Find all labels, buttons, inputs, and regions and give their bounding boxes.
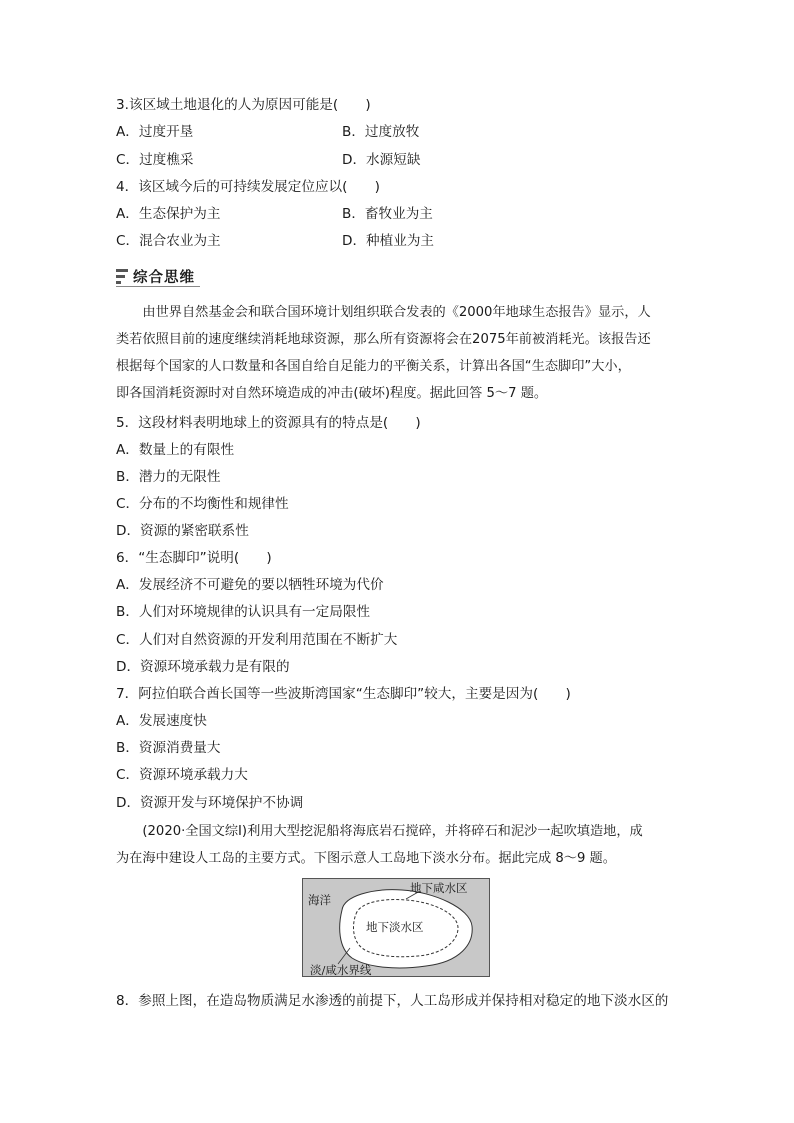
q7-option-b: B．资源消费量大 [116,740,221,756]
q4-option-b: B．畜牧业为主 [342,206,433,222]
label-ocean: 海洋 [308,893,331,907]
material-paragraph-2 [116,818,682,872]
q6-stem: 6．“生态脚印”说明( ) [116,550,272,566]
material-paragraph-1 [116,299,676,407]
material2-line-2: 为在海中建设人工岛的主要方式。下图示意人工岛地下淡水分布。据此完成 8～9 题。 [116,851,616,866]
label-boundary: 淡/咸水界线 [310,963,372,977]
q4-option-c: C．混合农业为主 [116,233,221,249]
q6-option-b: B．人们对环境规律的认识具有一定局限性 [116,604,371,620]
material1-line-3: 根据每个国家的人口数量和各国自给自足能力的平衡关系，计算出各国“生态脚印”大小， [116,359,631,374]
section-marker-icon [116,267,128,285]
q5-option-b: B．潜力的无限性 [116,469,221,485]
q3-option-b: B．过度放牧 [342,124,420,140]
q6-option-c: C．人们对自然资源的开发利用范围在不断扩大 [116,632,398,648]
section-title: 综合思维 [133,269,195,286]
material1-line-4: 即各国消耗资源时对自然环境造成的冲击(破坏)程度。据此回答 5～7 题。 [116,386,548,401]
q3-option-a: A．过度开垦 [116,124,194,140]
q4-option-d: D．种植业为主 [342,233,435,249]
q4-stem: 4．该区域今后的可持续发展定位应以( ) [116,179,380,195]
label-freshwater: 地下淡水区 [366,920,424,934]
material1-line-1: 由世界自然基金会和联合国环境计划组织联合发表的《2000年地球生态报告》显示，人 [142,305,651,320]
q3-option-d: D．水源短缺 [342,152,421,168]
label-saltwater: 地下咸水区 [410,881,468,895]
section-heading [116,265,195,287]
q4-option-a: A．生态保护为主 [116,206,221,222]
q6-option-d: D．资源环境承载力是有限的 [116,659,290,675]
section-underline [116,286,200,287]
q5-stem: 5．这段材料表明地球上的资源具有的特点是( ) [116,415,421,431]
q6-option-a: A．发展经济不可避免的要以牺牲环境为代价 [116,577,384,593]
island-groundwater-figure [302,878,490,977]
q3-stem: 3.该区域土地退化的人为原因可能是( ) [116,97,371,113]
material2-line-1: (2020·全国文综Ⅰ)利用大型挖泥船将海底岩石搅碎，并将碎石和泥沙一起吹填造地，成 [142,824,643,839]
q8-stem: 8．参照上图，在造岛物质满足水渗透的前提下，人工岛形成并保持相对稳定的地下淡水区的 [116,993,669,1009]
q3-option-c: C．过度樵采 [116,152,194,168]
q7-option-c: C．资源环境承载力大 [116,767,248,783]
q7-option-a: A．发展速度快 [116,713,207,729]
q5-option-a: A．数量上的有限性 [116,442,235,458]
q7-stem: 7．阿拉伯联合酋长国等一些波斯湾国家“生态脚印”较大，主要是因为( ) [116,686,571,702]
q5-option-d: D．资源的紧密联系性 [116,523,249,539]
material1-line-2: 类若依照目前的速度继续消耗地球资源，那么所有资源将会在2075年前被消耗光。该报告还 [116,332,651,347]
q5-option-c: C．分布的不均衡性和规律性 [116,496,289,512]
q7-option-d: D．资源开发与环境保护不协调 [116,795,304,811]
